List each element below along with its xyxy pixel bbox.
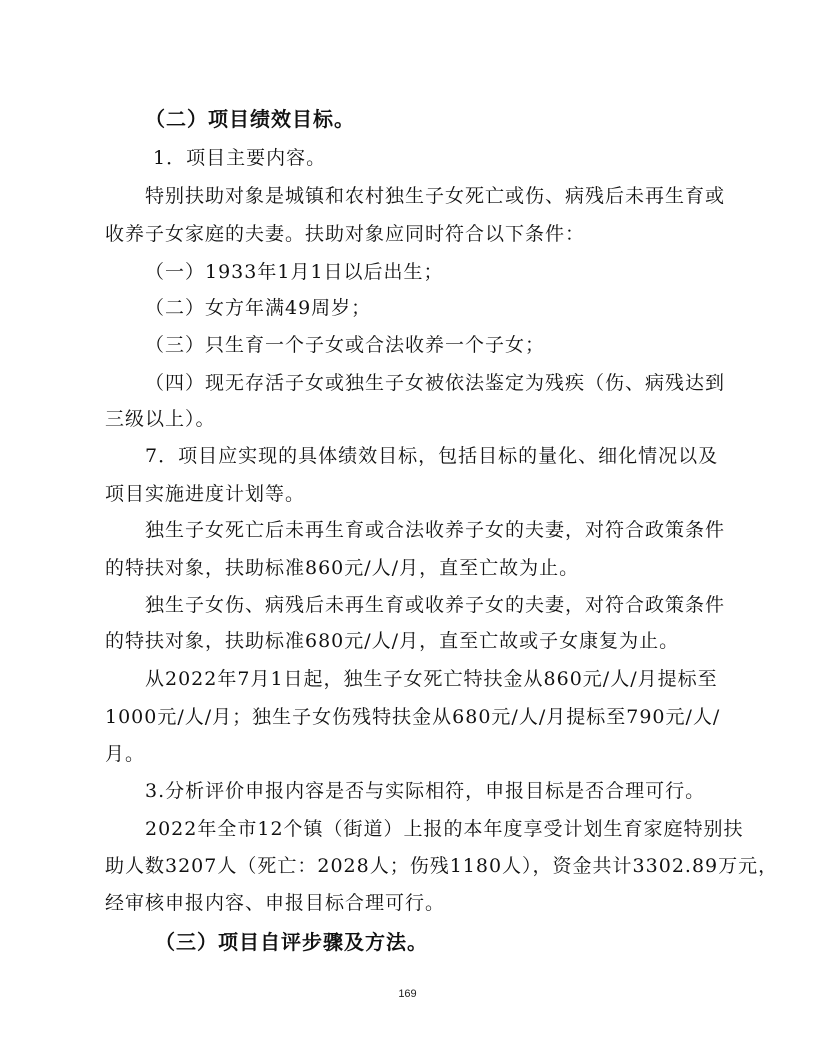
condition-item-2: （二）女方年满49周岁； <box>145 297 372 319</box>
paragraph-line: 2022年全市12个镇（街道）上报的本年度享受计划生育家庭特别扶 <box>145 818 744 840</box>
page-number: 169 <box>398 988 417 1000</box>
paragraph-line: 经审核申报内容、申报目标合理可行。 <box>105 892 446 914</box>
paragraph-line: 月。 <box>105 743 146 765</box>
condition-item-3: （三）只生育一个子女或合法收养一个子女； <box>145 334 546 356</box>
paragraph-line: 助人数3207人（死亡：2028人；伤残1180人），资金共计3302.89万元， <box>105 855 779 877</box>
paragraph-line: 1000元/人/月；独生子女伤残特扶金从680元/人/月提标至790元/人/ <box>105 706 721 728</box>
paragraph-line: 从2022年7月1日起，独生子女死亡特扶金从860元/人/月提标至 <box>145 668 718 690</box>
subheading-main-content: 1．项目主要内容。 <box>153 147 327 169</box>
paragraph-line: 收养子女家庭的夫妻。扶助对象应同时符合以下条件： <box>105 223 586 245</box>
paragraph-line: 独生子女伤、病残后未再生育或收养子女的夫妻，对符合政策条件 <box>145 594 726 616</box>
paragraph-line: 项目实施进度计划等。 <box>105 483 306 505</box>
section-heading-performance-goals: （二）项目绩效目标。 <box>145 107 355 131</box>
paragraph-line: 的特扶对象，扶助标准680元/人/月，直至亡故或子女康复为止。 <box>105 630 680 652</box>
paragraph-line: 独生子女死亡后未再生育或合法收养子女的夫妻，对符合政策条件 <box>145 519 726 541</box>
subheading-specific-goals: 7．项目应实现的具体绩效目标，包括目标的量化、细化情况以及 <box>145 445 719 467</box>
condition-item-4: （四）现无存活子女或独生子女被依法鉴定为残疾（伤、病残达到 <box>145 372 726 394</box>
paragraph-line: 的特扶对象，扶助标准860元/人/月，直至亡故为止。 <box>105 557 580 579</box>
paragraph-line: 三级以上）。 <box>105 408 216 430</box>
subheading-analysis: 3.分析评价申报内容是否与实际相符，申报目标是否合理可行。 <box>145 780 706 802</box>
section-heading-self-evaluation: （三）项目自评步骤及方法。 <box>155 930 428 954</box>
condition-item-1: （一）1933年1月1日以后出生； <box>145 261 444 283</box>
paragraph-line: 特别扶助对象是城镇和农村独生子女死亡或伤、病残后未再生育或 <box>145 185 726 207</box>
